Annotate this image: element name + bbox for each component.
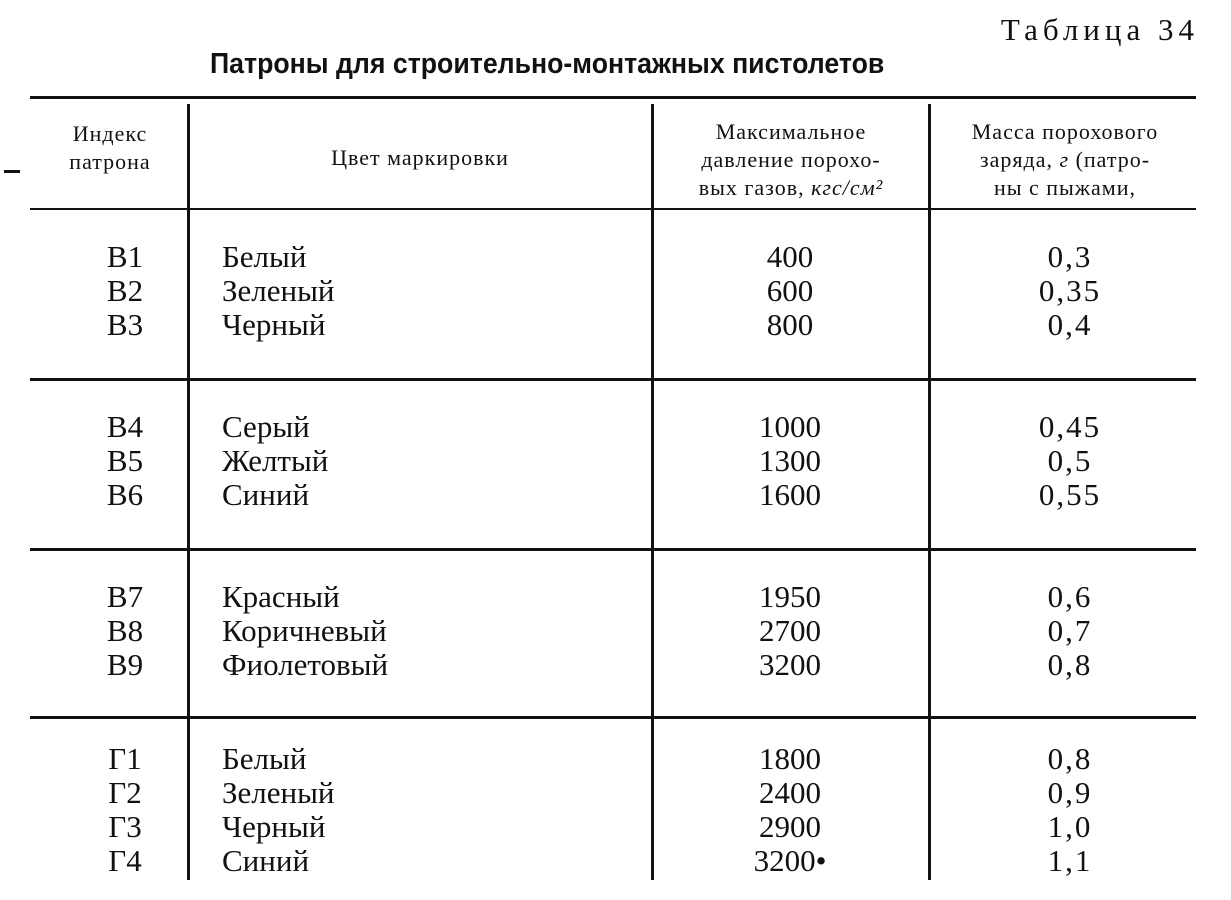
cell-index: Г1 <box>108 741 142 776</box>
cell-color: Белый <box>222 741 307 776</box>
header-index-line2: патрона <box>69 149 151 174</box>
column-mass <box>960 742 1180 878</box>
cell-pressure: 3200• <box>753 843 827 878</box>
column-index <box>70 580 180 682</box>
column-color <box>222 240 642 342</box>
cell-color: Красный <box>222 579 340 614</box>
header-mass-line2-rest: (патро- <box>1075 147 1151 172</box>
rule-group-3 <box>30 716 1196 719</box>
cell-mass: 0,9 <box>1047 775 1093 810</box>
divider-3 <box>928 104 931 880</box>
cell-index: B1 <box>106 239 144 274</box>
column-color <box>222 410 642 512</box>
cell-index: B3 <box>106 307 144 342</box>
cell-color: Серый <box>222 409 310 444</box>
rule-top <box>30 96 1196 99</box>
header-pressure-line3-text: вых газов, <box>698 175 805 200</box>
cell-index: B5 <box>106 443 144 478</box>
cell-pressure: 1600 <box>759 477 821 512</box>
header-index-line1: Индекс <box>72 121 148 146</box>
header-pressure <box>658 118 924 202</box>
header-mass-line2-text: заряда, <box>979 147 1053 172</box>
header-color <box>195 144 645 172</box>
cell-pressure: 2900 <box>759 809 821 844</box>
column-pressure <box>670 240 910 342</box>
cell-index: Г2 <box>108 775 142 810</box>
cell-pressure: 2400 <box>759 775 821 810</box>
cell-pressure: 400 <box>766 239 814 274</box>
cell-color: Белый <box>222 239 307 274</box>
margin-dash-mark <box>4 170 20 173</box>
header-mass-line3: ны с пыжами, <box>993 175 1137 200</box>
cell-mass: 0,5 <box>1047 443 1093 478</box>
cell-pressure: 1000 <box>759 409 821 444</box>
header-pressure-line2: давление порохо- <box>701 147 881 172</box>
cell-color: Фиолетовый <box>222 647 389 682</box>
cell-mass: 1,0 <box>1047 809 1093 844</box>
divider-1 <box>187 104 190 880</box>
cell-index: B9 <box>106 647 144 682</box>
cell-pressure: 800 <box>766 307 814 342</box>
cell-mass: 0,8 <box>1047 647 1093 682</box>
cell-color: Зеленый <box>222 775 335 810</box>
rule-group-1 <box>30 378 1196 381</box>
cell-pressure: 3200 <box>759 647 821 682</box>
cell-color: Черный <box>222 307 326 342</box>
cell-mass: 0,4 <box>1047 307 1093 342</box>
rule-header-bottom <box>30 208 1196 210</box>
cell-mass: 0,45 <box>1038 409 1102 444</box>
cell-mass: 0,35 <box>1038 273 1102 308</box>
cell-color: Черный <box>222 809 326 844</box>
cell-index: B7 <box>106 579 144 614</box>
header-mass-line1: Масса порохового <box>971 119 1159 144</box>
cell-index: B6 <box>106 477 144 512</box>
column-pressure <box>670 742 910 878</box>
column-color <box>222 580 642 682</box>
column-pressure <box>670 410 910 512</box>
column-index <box>70 240 180 342</box>
header-mass-unit: г <box>1059 147 1070 172</box>
column-mass <box>960 240 1180 342</box>
cell-pressure: 1800 <box>759 741 821 776</box>
header-mass <box>934 118 1196 202</box>
cell-index: Г3 <box>108 809 142 844</box>
column-pressure <box>670 580 910 682</box>
cell-pressure: 600 <box>766 273 814 308</box>
column-index <box>70 410 180 512</box>
cell-mass: 0,7 <box>1047 613 1093 648</box>
cell-color: Синий <box>222 843 310 878</box>
cell-mass: 0,6 <box>1047 579 1093 614</box>
cell-index: B8 <box>106 613 144 648</box>
cell-color: Коричневый <box>222 613 387 648</box>
header-pressure-line3 <box>658 174 924 202</box>
cell-pressure: 1950 <box>759 579 821 614</box>
header-mass-line2 <box>934 146 1196 174</box>
cell-pressure: 2700 <box>759 613 821 648</box>
column-color <box>222 742 642 878</box>
header-index <box>40 120 180 176</box>
cell-index: B2 <box>106 273 144 308</box>
cell-mass: 1,1 <box>1047 843 1093 878</box>
cell-color: Синий <box>222 477 310 512</box>
cell-index: Г4 <box>108 843 142 878</box>
header-color-label: Цвет маркировки <box>331 145 509 170</box>
cell-mass: 0,8 <box>1047 741 1093 776</box>
column-index <box>70 742 180 878</box>
rule-group-2 <box>30 548 1196 551</box>
cell-mass: 0,3 <box>1047 239 1093 274</box>
cell-color: Зеленый <box>222 273 335 308</box>
table-title: Патроны для строительно-монтажных пистолетов <box>210 48 885 80</box>
cell-pressure: 1300 <box>759 443 821 478</box>
header-pressure-line1: Максимальное <box>715 119 867 144</box>
header-pressure-unit: кгс/см² <box>811 175 884 200</box>
cell-color: Желтый <box>222 443 329 478</box>
table-number: Таблица 34 <box>1000 12 1199 47</box>
divider-2 <box>651 104 654 880</box>
cell-index: B4 <box>106 409 144 444</box>
cell-mass: 0,55 <box>1038 477 1102 512</box>
column-mass <box>960 410 1180 512</box>
column-mass <box>960 580 1180 682</box>
